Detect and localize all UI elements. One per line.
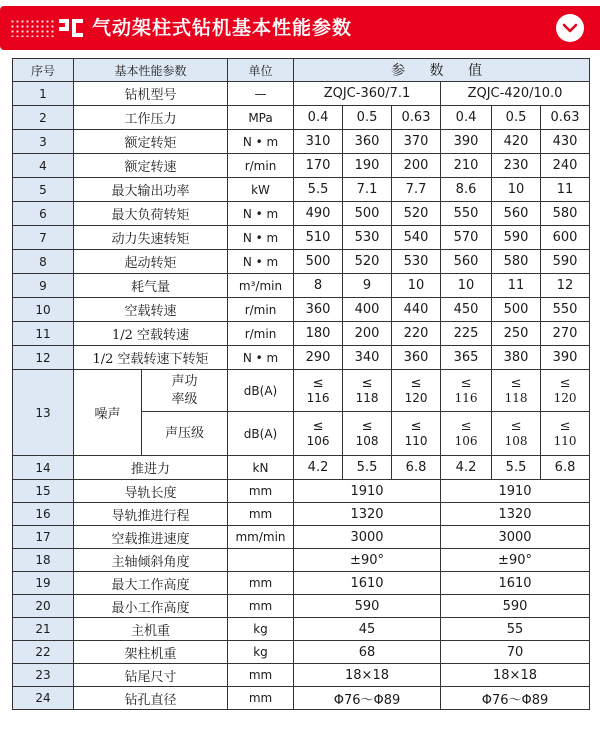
- param-unit: r/min: [228, 298, 294, 322]
- param-value: 170: [294, 154, 343, 178]
- param-name: 最大负荷转矩: [74, 202, 228, 226]
- param-unit: N • m: [228, 226, 294, 250]
- param-unit: [228, 549, 294, 572]
- param-value: 550: [441, 202, 492, 226]
- param-value: 6.8: [541, 456, 590, 480]
- param-value: 580: [492, 250, 541, 274]
- param-subname: 声压级: [142, 412, 228, 456]
- param-name: 钻孔直径: [74, 687, 228, 710]
- param-unit: dB(A): [228, 412, 294, 456]
- param-value: 0.4: [294, 106, 343, 130]
- param-value: 360: [392, 346, 441, 370]
- row-index: 7: [13, 226, 74, 250]
- param-value: 500: [492, 298, 541, 322]
- sublabel-line: 率级: [171, 391, 198, 407]
- header-values: 参 数 值: [294, 59, 590, 82]
- param-value: 6.8: [392, 456, 441, 480]
- param-value: ZQJC-420/10.0: [441, 82, 590, 106]
- param-value: 0.5: [492, 106, 541, 130]
- param-value: 220: [392, 322, 441, 346]
- param-value: Φ76～Φ89: [294, 687, 441, 710]
- param-unit: mm: [228, 687, 294, 710]
- param-name: 耗气量: [74, 274, 228, 298]
- param-value: 520: [392, 202, 441, 226]
- param-value: 540: [392, 226, 441, 250]
- brand-logo-icon: [58, 16, 84, 40]
- param-value: 570: [441, 226, 492, 250]
- param-unit: kW: [228, 178, 294, 202]
- le-symbol: ≤: [312, 418, 324, 434]
- param-value: 440: [392, 298, 441, 322]
- param-name: 最小工作高度: [74, 595, 228, 618]
- param-value: 3000: [294, 526, 441, 549]
- param-value: 500: [343, 202, 392, 226]
- param-value: 10: [441, 274, 492, 298]
- param-value: 7.1: [343, 178, 392, 202]
- value-number: 120: [553, 390, 577, 405]
- param-value: 560: [492, 202, 541, 226]
- param-value: 18×18: [441, 664, 590, 687]
- value-number: 118: [504, 390, 528, 405]
- param-value: 0.4: [441, 106, 492, 130]
- row-index: 5: [13, 178, 74, 202]
- table-row: [13, 322, 590, 346]
- param-name: 架柱机重: [74, 641, 228, 664]
- row-index: 1: [13, 82, 74, 106]
- param-name: 钻尾尺寸: [74, 664, 228, 687]
- param-value: [392, 370, 441, 412]
- collapse-button[interactable]: [556, 14, 584, 42]
- param-value: 560: [441, 250, 492, 274]
- table-row: [13, 298, 590, 322]
- header-index: 序号: [13, 59, 74, 82]
- param-unit: N • m: [228, 202, 294, 226]
- param-value: 520: [343, 250, 392, 274]
- param-value: 430: [541, 130, 590, 154]
- param-unit: r/min: [228, 322, 294, 346]
- value-number: 106: [454, 433, 478, 448]
- param-value: 600: [541, 226, 590, 250]
- param-value: 1320: [294, 503, 441, 526]
- value-number: 108: [355, 433, 379, 448]
- param-value: 5.5: [492, 456, 541, 480]
- param-value: 11: [541, 178, 590, 202]
- param-unit: dB(A): [228, 370, 294, 412]
- param-subname: [142, 370, 228, 412]
- param-value: 360: [343, 130, 392, 154]
- param-value: 8: [294, 274, 343, 298]
- table-row: [13, 549, 590, 572]
- table-row: [13, 130, 590, 154]
- param-value: 210: [441, 154, 492, 178]
- param-value: [441, 412, 492, 456]
- row-index: 18: [13, 549, 74, 572]
- param-value: 390: [441, 130, 492, 154]
- param-unit: —: [228, 82, 294, 106]
- param-unit: kN: [228, 456, 294, 480]
- table-row: [13, 480, 590, 503]
- chevron-down-icon: [561, 19, 579, 37]
- table-row: [13, 250, 590, 274]
- title-banner: [0, 6, 600, 50]
- param-value: 590: [492, 226, 541, 250]
- param-value: 500: [294, 250, 343, 274]
- param-value: 450: [441, 298, 492, 322]
- row-index: 9: [13, 274, 74, 298]
- param-value: 1910: [441, 480, 590, 503]
- param-value: 590: [294, 595, 441, 618]
- param-value: 18×18: [294, 664, 441, 687]
- param-value: [492, 412, 541, 456]
- value-number: 110: [553, 433, 577, 448]
- param-value: [294, 370, 343, 412]
- row-index: 10: [13, 298, 74, 322]
- param-value: 11: [492, 274, 541, 298]
- param-value: [541, 370, 590, 412]
- param-value: 365: [441, 346, 492, 370]
- row-index: 11: [13, 322, 74, 346]
- table-row: [13, 687, 590, 710]
- param-value: 590: [441, 595, 590, 618]
- param-name: 1/2 空载转速: [74, 322, 228, 346]
- table-row: [13, 641, 590, 664]
- param-value: 5.5: [294, 178, 343, 202]
- param-value: 490: [294, 202, 343, 226]
- table-row: [13, 346, 590, 370]
- param-value: 530: [343, 226, 392, 250]
- param-value: 200: [392, 154, 441, 178]
- param-value: 1910: [294, 480, 441, 503]
- param-value: 380: [492, 346, 541, 370]
- param-value: [541, 412, 590, 456]
- row-index: 20: [13, 595, 74, 618]
- param-unit: mm: [228, 664, 294, 687]
- param-unit: N • m: [228, 130, 294, 154]
- param-name: 导轨推进行程: [74, 503, 228, 526]
- param-value: 55: [441, 618, 590, 641]
- param-value: 0.63: [541, 106, 590, 130]
- param-value: [492, 370, 541, 412]
- le-symbol: ≤: [510, 418, 522, 434]
- row-index: 13: [13, 370, 74, 456]
- param-value: 340: [343, 346, 392, 370]
- param-value: 400: [343, 298, 392, 322]
- row-index: 24: [13, 687, 74, 710]
- param-name: 推进力: [74, 456, 228, 480]
- param-value: 4.2: [294, 456, 343, 480]
- param-name: 主机重: [74, 618, 228, 641]
- param-value: [392, 412, 441, 456]
- param-name: 动力失速转矩: [74, 226, 228, 250]
- param-value: 70: [441, 641, 590, 664]
- row-index: 19: [13, 572, 74, 595]
- table-row: [13, 526, 590, 549]
- value-number: 108: [504, 433, 528, 448]
- param-value: [294, 412, 343, 456]
- row-index: 4: [13, 154, 74, 178]
- value-number: 106: [306, 433, 330, 448]
- param-unit: kg: [228, 618, 294, 641]
- param-value: 580: [541, 202, 590, 226]
- param-name: 最大输出功率: [74, 178, 228, 202]
- le-symbol: ≤: [361, 418, 373, 434]
- param-value: 180: [294, 322, 343, 346]
- param-value: 5.5: [343, 456, 392, 480]
- param-unit: m³/min: [228, 274, 294, 298]
- header-parameter: 基本性能参数: [74, 59, 228, 82]
- param-value: 4.2: [441, 456, 492, 480]
- value-number: 116: [454, 390, 478, 405]
- table-row: [13, 226, 590, 250]
- dot-pattern: [10, 19, 54, 37]
- param-name: 钻机型号: [74, 82, 228, 106]
- param-value: 7.7: [392, 178, 441, 202]
- param-value: 230: [492, 154, 541, 178]
- table-row: [13, 618, 590, 641]
- table-row: [13, 503, 590, 526]
- parameter-table: [12, 58, 590, 710]
- le-symbol: ≤: [361, 375, 373, 391]
- param-value: [343, 370, 392, 412]
- table-row: [13, 456, 590, 480]
- table-row: [13, 178, 590, 202]
- param-value: [343, 412, 392, 456]
- row-index: 22: [13, 641, 74, 664]
- row-index: 14: [13, 456, 74, 480]
- param-name: 噪声: [74, 370, 142, 456]
- param-value: 0.5: [343, 106, 392, 130]
- row-index: 15: [13, 480, 74, 503]
- param-value: 10: [392, 274, 441, 298]
- param-value: 1320: [441, 503, 590, 526]
- param-unit: N • m: [228, 346, 294, 370]
- param-value: 10: [492, 178, 541, 202]
- row-index: 6: [13, 202, 74, 226]
- row-index: 16: [13, 503, 74, 526]
- param-name: 导轨长度: [74, 480, 228, 503]
- le-symbol: ≤: [460, 375, 472, 391]
- param-name: 空载推进速度: [74, 526, 228, 549]
- param-name: 1/2 空载转速下转矩: [74, 346, 228, 370]
- le-symbol: ≤: [410, 418, 422, 434]
- table-row: [13, 274, 590, 298]
- param-unit: mm: [228, 595, 294, 618]
- header-unit: 单位: [228, 59, 294, 82]
- param-unit: mm: [228, 503, 294, 526]
- row-index: 8: [13, 250, 74, 274]
- table-row: [13, 664, 590, 687]
- table-row: [13, 572, 590, 595]
- param-value: 190: [343, 154, 392, 178]
- row-index: 2: [13, 106, 74, 130]
- param-value: 360: [294, 298, 343, 322]
- param-value: 390: [541, 346, 590, 370]
- row-index: 3: [13, 130, 74, 154]
- le-symbol: ≤: [312, 375, 324, 391]
- param-value: 8.6: [441, 178, 492, 202]
- param-name: 额定转速: [74, 154, 228, 178]
- param-value: 510: [294, 226, 343, 250]
- param-value: 270: [541, 322, 590, 346]
- value-number: 120: [404, 390, 428, 405]
- param-value: 290: [294, 346, 343, 370]
- row-index: 23: [13, 664, 74, 687]
- param-value: 3000: [441, 526, 590, 549]
- row-index: 21: [13, 618, 74, 641]
- le-symbol: ≤: [460, 418, 472, 434]
- le-symbol: ≤: [559, 375, 571, 391]
- param-value: 0.63: [392, 106, 441, 130]
- table-row: [13, 370, 590, 412]
- param-name: 额定转矩: [74, 130, 228, 154]
- table-header-row: [13, 59, 590, 82]
- value-number: 110: [404, 433, 428, 448]
- param-value: 250: [492, 322, 541, 346]
- table-row: [13, 595, 590, 618]
- param-name: 主轴倾斜角度: [74, 549, 228, 572]
- param-value: 9: [343, 274, 392, 298]
- table-row: [13, 202, 590, 226]
- param-value: 45: [294, 618, 441, 641]
- param-name: 工作压力: [74, 106, 228, 130]
- value-number: 118: [355, 390, 379, 405]
- param-unit: mm: [228, 480, 294, 503]
- param-name: 最大工作高度: [74, 572, 228, 595]
- param-unit: kg: [228, 641, 294, 664]
- le-symbol: ≤: [410, 375, 422, 391]
- param-value: 550: [541, 298, 590, 322]
- row-index: 12: [13, 346, 74, 370]
- table-row: [13, 82, 590, 106]
- param-value: Φ76～Φ89: [441, 687, 590, 710]
- param-value: [441, 370, 492, 412]
- param-value: 240: [541, 154, 590, 178]
- row-index: 17: [13, 526, 74, 549]
- param-name: 起动转矩: [74, 250, 228, 274]
- table-row: [13, 154, 590, 178]
- param-name: 空载转速: [74, 298, 228, 322]
- page-title: 气动架柱式钻机基本性能参数: [92, 17, 353, 39]
- param-value: 200: [343, 322, 392, 346]
- le-symbol: ≤: [510, 375, 522, 391]
- param-unit: mm: [228, 572, 294, 595]
- param-value: 310: [294, 130, 343, 154]
- param-value: 530: [392, 250, 441, 274]
- param-value: ±90°: [294, 549, 441, 572]
- param-value: 68: [294, 641, 441, 664]
- param-value: 420: [492, 130, 541, 154]
- param-unit: mm/min: [228, 526, 294, 549]
- sublabel-line: 声功: [171, 373, 198, 389]
- value-number: 116: [306, 390, 330, 405]
- param-value: 370: [392, 130, 441, 154]
- param-unit: N • m: [228, 250, 294, 274]
- param-value: ZQJC-360/7.1: [294, 82, 441, 106]
- param-value: 225: [441, 322, 492, 346]
- param-value: 1610: [441, 572, 590, 595]
- param-value: 1610: [294, 572, 441, 595]
- param-value: 590: [541, 250, 590, 274]
- le-symbol: ≤: [559, 418, 571, 434]
- param-value: ±90°: [441, 549, 590, 572]
- table-row: [13, 106, 590, 130]
- param-unit: MPa: [228, 106, 294, 130]
- param-value: 12: [541, 274, 590, 298]
- param-unit: r/min: [228, 154, 294, 178]
